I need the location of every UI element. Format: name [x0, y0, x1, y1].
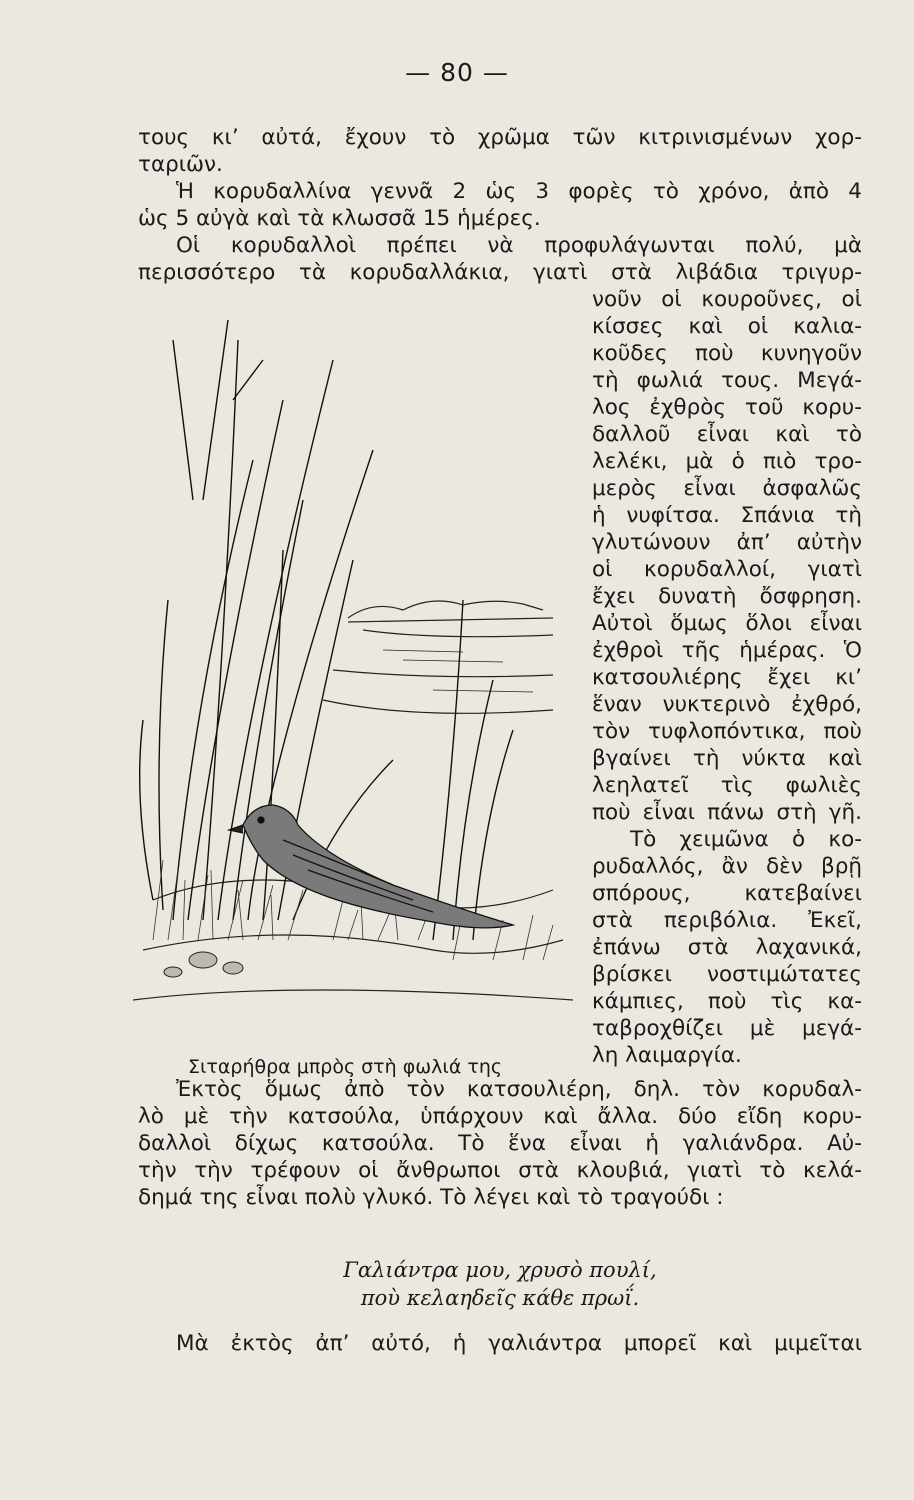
text-line: δαλλοῦ εἶναι καὶ τὸ	[592, 422, 862, 447]
text-line: Οἱ κορυδαλλοὶ πρέπει νὰ προφυλάγωνται πολύ, μὰ	[176, 233, 862, 258]
text-line: Μὰ ἐκτὸς ἀπ’ αὐτό, ἡ γαλιάντρα μπορεῖ καὶ μιμεῖται	[176, 1331, 862, 1356]
text-line: ταριῶν.	[138, 152, 223, 177]
lark-nest-illustration	[133, 300, 573, 1028]
text-line: βγαίνει τὴ νύκτα καὶ	[592, 746, 862, 771]
text-line: τὴν τὴν τρέφουν οἱ ἄνθρωποι στὰ κλουβιά, γιατὶ τὸ κελά-	[138, 1158, 862, 1183]
text-line: ταβροχθίζει μὲ μεγά-	[592, 1016, 862, 1041]
text-line: δαλλοὶ δίχως κατσούλα. Τὸ ἕνα εἶναι ἡ γαλιάνδρα. Αὐ-	[138, 1131, 862, 1156]
text-line: σπόρους, κατεβαίνει	[592, 881, 862, 906]
text-line: ποὺ εἶναι πάνω στὴ γῆ.	[592, 800, 862, 825]
text-line: νοῦν οἱ κουροῦνες, οἱ	[592, 287, 862, 312]
text-line: λη λαιμαργία.	[592, 1043, 742, 1068]
text-line: λελέκι, μὰ ὁ πιὸ τρο-	[592, 449, 862, 474]
text-line: Ἐκτὸς ὅμως ἀπὸ τὸν κατσουλιέρη, δηλ. τὸν κορυδαλ-	[176, 1077, 862, 1102]
text-line: τους κι’ αὐτά, ἔχουν τὸ χρῶμα τῶν κιτρινισμένων χορ-	[138, 125, 862, 150]
text-line: περισσότερο τὰ κορυδαλλάκια, γιατὶ στὰ λιβάδια τριγυρ-	[138, 260, 862, 285]
text-line: στὰ περιβόλια. Ἐκεῖ,	[592, 908, 862, 933]
text-line: Αὐτοὶ ὅμως ὅλοι εἶναι	[592, 611, 862, 636]
text-line: δημά της εἶναι πολὺ γλυκό. Τὸ λέγει καὶ τὸ τραγούδι :	[138, 1185, 724, 1210]
text-line: τὸν τυφλοπόντικα, ποὺ	[592, 719, 862, 744]
text-line: λεηλατεῖ τὶς φωλιὲς	[592, 773, 862, 798]
page-number: — 80 —	[405, 58, 509, 87]
text-line: ἕναν νυκτερινὸ ἐχθρό,	[592, 692, 862, 717]
text-line: κάμπιες, ποὺ τὶς κα-	[592, 989, 862, 1014]
text-line: κίσσες καὶ οἱ καλια-	[592, 314, 862, 339]
poem-line: Γαλιάντρα μου, χρυσὸ πουλί,	[343, 1258, 657, 1282]
text-line: ρυδαλλός, ἂν δὲν βρῇ	[592, 854, 862, 879]
text-line: λος ἐχθρὸς τοῦ κορυ-	[592, 395, 862, 420]
text-line: βρίσκει νοστιμώτατες	[592, 962, 862, 987]
text-line: κοῦδες ποὺ κυνηγοῦν	[592, 341, 862, 366]
text-line: ἡ νυφίτσα. Σπάνια τὴ	[592, 503, 862, 528]
illustration-caption: Σιταρήθρα μπρὸς στὴ φωλιά της	[187, 1056, 503, 1078]
text-line: ὡς 5 αὐγὰ καὶ τὰ κλωσσᾶ 15 ἡμέρες.	[138, 206, 541, 231]
text-line: οἱ κορυδαλλοί, γιατὶ	[592, 557, 862, 582]
text-line: κατσουλιέρης ἔχει κι’	[592, 665, 862, 690]
poem-line: ποὺ κελαηδεῖς κάθε πρωΐ.	[360, 1286, 640, 1310]
text-line: τὴ φωλιά τους. Μεγά-	[592, 368, 862, 393]
text-line: ἐπάνω στὰ λαχανικά,	[592, 935, 862, 960]
text-line: Ἡ κορυδαλλίνα γεννᾶ 2 ὡς 3 φορὲς τὸ χρόνο, ἀπὸ 4	[176, 179, 862, 204]
text-line: μερὸς εἶναι ἀσφαλῶς	[592, 476, 862, 501]
text-line: Τὸ χειμῶνα ὁ κο-	[630, 827, 862, 852]
text-line: ἔχει δυνατὴ ὄσφρηση.	[592, 584, 862, 609]
text-line: ἐχθροὶ τῆς ἡμέρας. Ὁ	[592, 638, 862, 663]
text-line: λὸ μὲ τὴν κατσούλα, ὑπάρχουν καὶ ἄλλα. δύο εἴδη κορυ-	[138, 1104, 862, 1129]
text-line: γλυτώνουν ἀπ’ αὐτὴν	[592, 530, 862, 555]
